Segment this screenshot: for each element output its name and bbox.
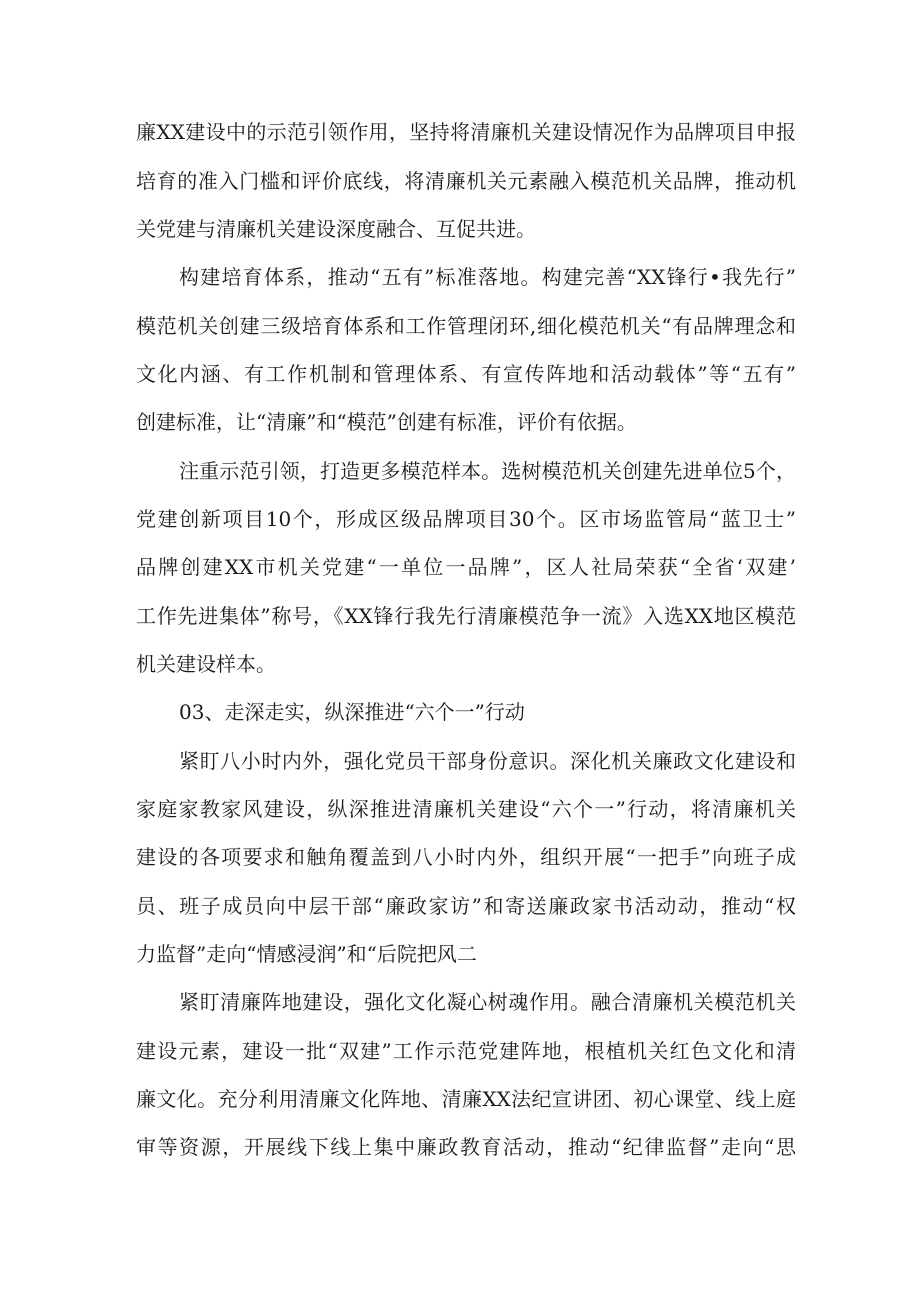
- text-line: 廉文化。充分利用清廉文化阵地、清廉XX法纪宣讲团、初心课堂、线上庭: [136, 1087, 796, 1111]
- text-line: 廉XX建设中的示范引领作用，坚持将清廉机关建设情况作为品牌项目申报: [136, 120, 796, 144]
- text-line: 工作先进集体”称号，《XX锋行我先行清廉模范争一流》入选XX地区模范: [136, 604, 796, 628]
- text-line: 建设的各项要求和触角覆盖到八小时内外，组织开展“一把手”向班子成: [136, 845, 796, 869]
- text-line: 党建创新项目10个，形成区级品牌项目30个。区市场监管局“蓝卫士”: [136, 507, 796, 531]
- paragraph-first-line: 注重示范引领，打造更多模范样本。选树模范机关创建先进单位5个，: [179, 459, 796, 483]
- text-line: 力监督”走向“情感浸润”和“后院把风二: [136, 942, 477, 966]
- text-line: 模范机关创建三级培育体系和工作管理闭环,细化模范机关“有品牌理念和: [136, 314, 796, 338]
- text-line: 机关建设样本。: [136, 652, 276, 676]
- paragraph-first-line: 构建培育体系，推动“五有”标准落地。构建完善“XX锋行•我先行”: [179, 265, 796, 289]
- section-heading: 03、走深走实，纵深推进“六个一”行动: [179, 700, 525, 724]
- text-line: 创建标准，让“清廉”和“模范”创建有标准，评价有依据。: [136, 410, 637, 434]
- text-line: 品牌创建XX市机关党建“一单位一品牌”，区人社局荣获“全省‘双建’: [136, 555, 796, 579]
- text-line: 关党建与清廉机关建设深度融合、互促共进。: [136, 217, 536, 241]
- paragraph-first-line: 紧盯八小时内外，强化党员干部身份意识。深化机关廉政文化建设和: [179, 749, 796, 773]
- text-line: 文化内涵、有工作机制和管理体系、有宣传阵地和活动载体”等“五有”: [136, 362, 796, 386]
- text-line: 培育的准入门槛和评价底线，将清廉机关元素融入模范机关品牌，推动机: [136, 169, 796, 193]
- text-line: 审等资源，开展线下线上集中廉政教育活动，推动“纪律监督”走向“思: [136, 1135, 796, 1159]
- text-line: 家庭家教家风建设，纵深推进清廉机关建设“六个一”行动，将清廉机关: [136, 797, 796, 821]
- text-line: 员、班子成员向中层干部“廉政家访”和寄送廉政家书活动动，推动“权: [136, 894, 796, 918]
- text-line: 建设元素，建设一批“双建”工作示范党建阵地，根植机关红色文化和清: [136, 1039, 796, 1063]
- paragraph-first-line: 紧盯清廉阵地建设，强化文化凝心树魂作用。融合清廉机关模范机关: [179, 990, 796, 1014]
